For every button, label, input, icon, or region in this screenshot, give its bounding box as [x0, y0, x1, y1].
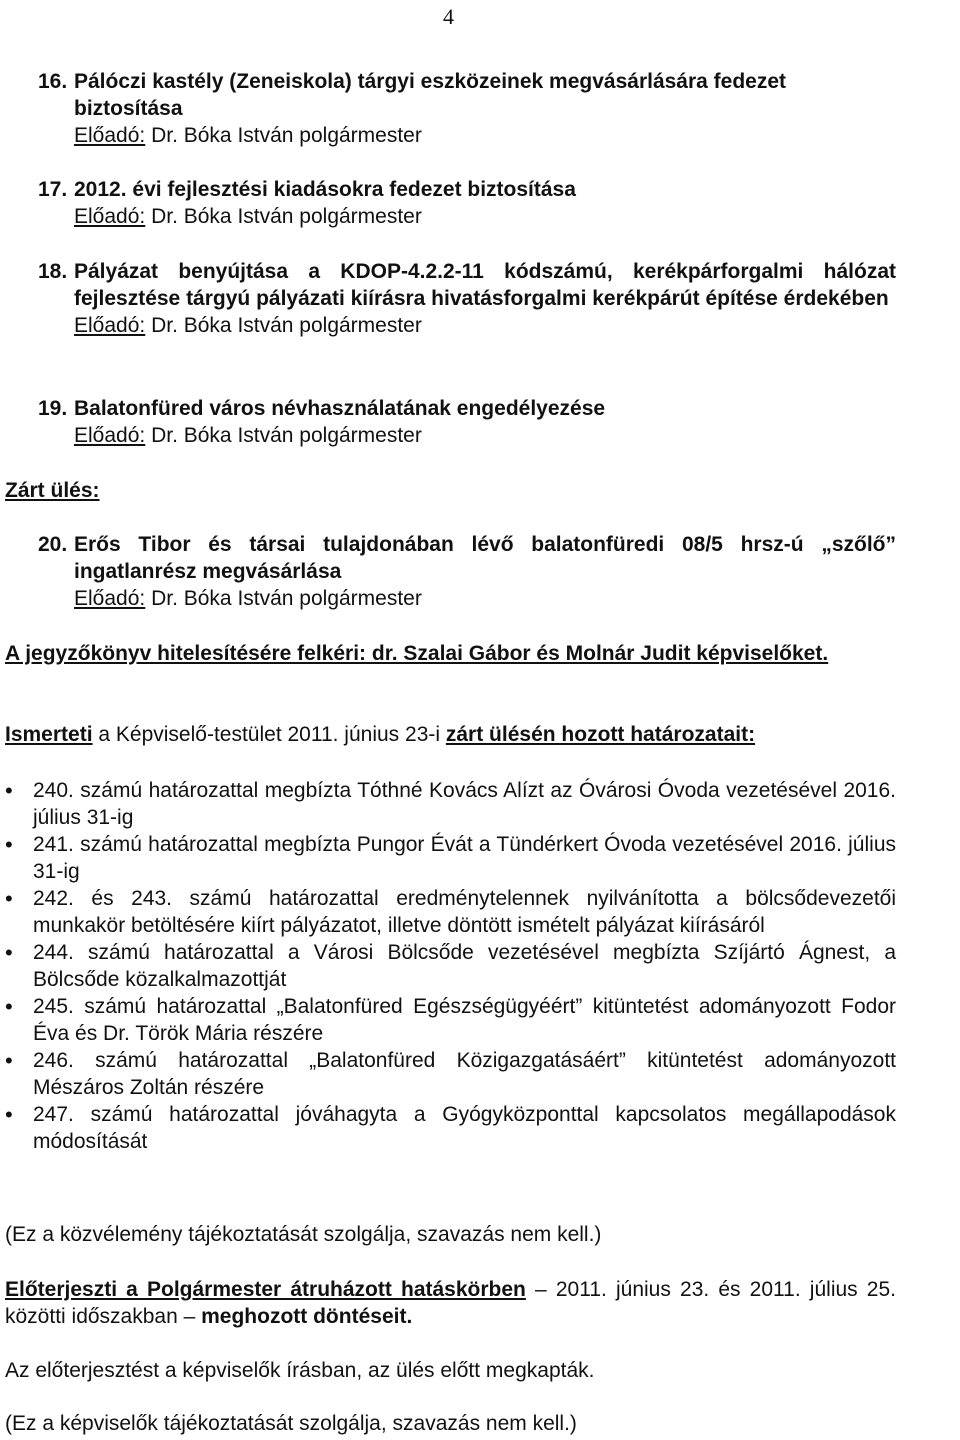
- presenter-line: [74, 585, 896, 612]
- item-number: 17.: [38, 178, 68, 201]
- item-number: 20.: [38, 533, 68, 556]
- presenter-label: Előadó:: [74, 314, 146, 337]
- list-item: • 242. és 243. számú határozattal eredménytelennek nyilvánította a bölcsődevezetői munkakör betöltésére kiírt pályázatot, illetve döntött ismételt pályázat kiírásáról: [5, 885, 896, 939]
- agenda-item-19: [38, 395, 896, 449]
- item-number: 18.: [38, 260, 68, 283]
- minutes-authentication: A jegyzőkönyv hitelesítésére felkéri: dr. Szalai Gábor és Molnár Judit képviselőket.: [5, 642, 829, 665]
- item-title: Pálóczi kastély (Zeneiskola) tárgyi eszközeinek megvásárlására fedezet biztosítása: [74, 70, 787, 120]
- presenter-line: [74, 203, 896, 230]
- presenter-label: Előadó:: [74, 424, 146, 447]
- list-item: • 240. számú határozattal megbízta Tóthné Kovács Alízt az Óvárosi Óvoda vezetésével 2016. július 31-ig: [5, 777, 896, 831]
- presenter-name: Dr. Bóka István polgármester: [145, 205, 422, 228]
- item-number: 19.: [38, 397, 68, 420]
- list-item: • 244. számú határozattal a Városi Bölcsőde vezetésével megbízta Szíjártó Ágnest, a Bölcsőde közalkalmazottját: [5, 939, 896, 993]
- agenda-item-16: [38, 68, 896, 149]
- announcement-text: a Képviselő-testület 2011. június 23-i: [92, 723, 446, 746]
- item-number: 16.: [38, 70, 68, 93]
- announcement-tail: zárt ülésén hozott határozatait:: [445, 723, 756, 746]
- item-title: Erős Tibor és társai tulajdonában lévő balatonfüredi 08/5 hrsz-ú „szőlő” ingatlanrész megvásárlása: [74, 533, 896, 583]
- delegated-authority: [5, 1276, 896, 1330]
- presenter-name: Dr. Bóka István polgármester: [145, 424, 422, 447]
- presenter-label: Előadó:: [74, 124, 146, 147]
- representatives-info-note: (Ez a képviselők tájékoztatását szolgálja, szavazás nem kell.): [5, 1412, 577, 1435]
- page-number: 4: [443, 4, 454, 29]
- list-item: • 246. számú határozattal „Balatonfüred Közigazgatásáért” kitüntetést adományozott Mészáros Zoltán részére: [5, 1047, 896, 1101]
- item-title: Balatonfüred város névhasználatának engedélyezése: [74, 397, 606, 420]
- list-item: • 245. számú határozattal „Balatonfüred Egészségügyéért” kitüntetést adományozott Fodor Éva és Dr. Török Mária részére: [5, 993, 896, 1047]
- presenter-label: Előadó:: [74, 205, 146, 228]
- public-info-note: (Ez a közvélemény tájékoztatását szolgálja, szavazás nem kell.): [5, 1223, 602, 1246]
- item-title: Pályázat benyújtása a KDOP-4.2.2-11 kódszámú, kerékpárforgalmi hálózat fejlesztése tárgyú pályázati kiírásra hivatásforgalmi kerékpárút építése érdekében: [74, 260, 896, 310]
- item-title: 2012. évi fejlesztési kiadásokra fedezet biztosítása: [74, 178, 576, 201]
- delegated-label: Előterjeszti a Polgármester átruházott hatáskörben: [5, 1278, 526, 1301]
- presenter-line: [74, 312, 896, 339]
- presenter-line: [74, 422, 896, 449]
- agenda-item-20: [38, 531, 896, 612]
- announcement-line: [5, 721, 896, 748]
- list-item: • 247. számú határozattal jóváhagyta a Gyógyközponttal kapcsolatos megállapodások módosítását: [5, 1101, 896, 1155]
- delegated-period: – 2011. június 23. és 2011. július 25. közötti időszakban –: [5, 1278, 896, 1328]
- agenda-item-17: [38, 176, 896, 230]
- presenter-name: Dr. Bóka István polgármester: [145, 124, 422, 147]
- presenter-line: [74, 122, 896, 149]
- presenter-name: Dr. Bóka István polgármester: [145, 314, 422, 337]
- presenter-label: Előadó:: [74, 587, 146, 610]
- presenter-name: Dr. Bóka István polgármester: [145, 587, 422, 610]
- list-item: • 241. számú határozattal megbízta Pungor Évát a Tündérkert Óvoda vezetésével 2016. július 31-ig: [5, 831, 896, 885]
- delegated-tail: meghozott döntéseit.: [201, 1305, 413, 1328]
- announcement-label: Ismerteti: [5, 723, 93, 746]
- agenda-item-18: [38, 258, 896, 339]
- received-note: Az előterjesztést a képviselők írásban, az ülés előtt megkapták.: [5, 1359, 595, 1382]
- closed-session-heading: Zárt ülés:: [5, 479, 100, 502]
- resolution-list: [5, 777, 896, 1155]
